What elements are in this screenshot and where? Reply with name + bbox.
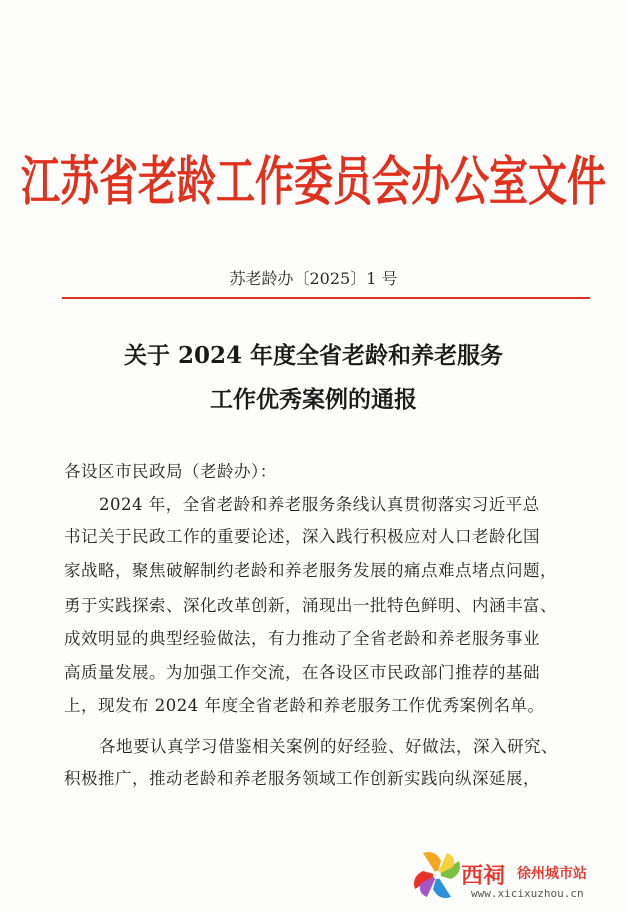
paragraph-1-line: 勇于实践探索、深化改革创新，涌现出一批特色鲜明、内涵丰富、 (64, 596, 557, 615)
document-title-line-1: 关于 2024 年度全省老龄和养老服务 (123, 342, 504, 369)
watermark-city: 徐州城市站 (517, 866, 587, 882)
paragraph-2-line: 积极推广，推动老龄和养老服务领域工作创新实践向纵深延展， (64, 769, 540, 788)
watermark-brand: 西祠 (461, 864, 506, 889)
paragraph-2-line: 各地要认真学习借鉴相关案例的好经验、好做法，深入研究、 (99, 737, 558, 756)
document-number: 苏老龄办〔2025〕1 号 (229, 269, 398, 288)
paragraph-1-line: 高质量发展。为加强工作交流，在各设区市民政部门推荐的基础 (64, 663, 540, 682)
paragraph-1-line: 成效明显的典型经验做法，有力推动了全省老龄和养老服务事业 (64, 629, 540, 648)
salutation: 各设区市民政局（老龄办）： (64, 462, 277, 481)
issuer-masthead: 江苏省老龄工作委员会办公室文件 (20, 150, 606, 213)
red-divider-line (62, 297, 590, 299)
document-title-line-2: 工作优秀案例的通报 (210, 386, 417, 413)
pinwheel-logo-icon (409, 847, 465, 903)
paragraph-1-line: 家战略，聚焦破解制约老龄和养老服务发展的痛点难点堵点问题， (64, 561, 557, 580)
site-watermark (409, 845, 609, 905)
paragraph-1-line: 2024 年，全省老龄和养老服务条线认真贯彻落实习近平总 (99, 495, 540, 514)
paragraph-1-line: 上，现发布 2024 年度全省老龄和养老服务工作优秀案例名单。 (64, 696, 545, 715)
paragraph-1-line: 书记关于民政工作的重要论述，深入践行积极应对人口老龄化国 (64, 527, 540, 546)
watermark-url: www.xicixuzhou.cn (471, 887, 584, 900)
